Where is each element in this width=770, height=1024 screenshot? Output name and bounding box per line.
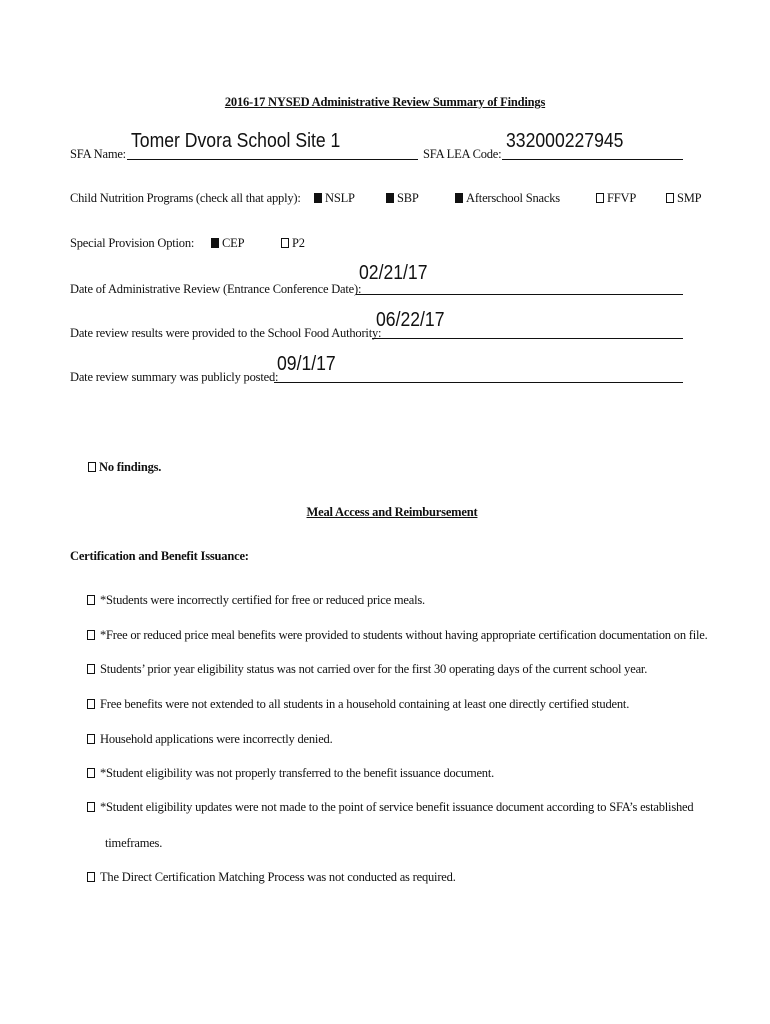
subsection-heading: Certification and Benefit Issuance: xyxy=(70,549,249,563)
posted-date-underline xyxy=(274,382,683,383)
finding-item[interactable]: Free benefits were not extended to all students in a household containing at least one directly certified student. xyxy=(87,697,629,712)
special-provision-option-cep[interactable]: CEP xyxy=(211,236,244,251)
checkbox-icon xyxy=(87,768,95,778)
review-date-field[interactable] xyxy=(359,262,437,285)
checkbox-icon xyxy=(88,462,96,472)
checkbox-checked-icon xyxy=(386,193,394,203)
provided-date-underline xyxy=(372,338,683,339)
finding-item[interactable]: *Student eligibility was not properly transferred to the benefit issuance document. xyxy=(87,766,494,781)
checkbox-checked-icon xyxy=(211,238,219,248)
sfa-lea-field[interactable] xyxy=(506,130,639,153)
finding-item[interactable]: *Students were incorrectly certified for free or reduced price meals. xyxy=(87,593,425,608)
program-option-ffvp[interactable]: FFVP xyxy=(596,191,636,206)
sfa-name-field[interactable] xyxy=(131,130,369,153)
program-option-nslp[interactable]: NSLP xyxy=(314,191,355,206)
sfa-name-label: SFA Name: xyxy=(70,147,126,161)
finding-item[interactable]: Students’ prior year eligibility status was not carried over for the first 30 operating days of the current school year. xyxy=(87,662,647,677)
checkbox-icon xyxy=(87,595,95,605)
program-option-afterschool-snacks[interactable]: Afterschool Snacks xyxy=(455,191,560,206)
checkbox-icon xyxy=(87,664,95,674)
sfa-lea-underline xyxy=(502,159,683,160)
checkbox-icon xyxy=(87,802,95,812)
provided-date-field[interactable] xyxy=(376,309,454,332)
programs-label: Child Nutrition Programs (check all that apply): xyxy=(70,191,301,205)
finding-item[interactable]: The Direct Certification Matching Process was not conducted as required. xyxy=(87,870,456,885)
review-date-label: Date of Administrative Review (Entrance Conference Date): xyxy=(70,282,362,296)
posted-date-value: 09/1/17 xyxy=(277,353,336,375)
posted-date-label: Date review summary was publicly posted: xyxy=(70,370,279,384)
review-date-value: 02/21/17 xyxy=(359,262,428,284)
section-heading: Meal Access and Reimbursement xyxy=(306,505,478,519)
provided-date-value: 06/22/17 xyxy=(376,309,445,331)
checkbox-icon xyxy=(87,872,95,882)
review-date-underline xyxy=(356,294,683,295)
sfa-name-underline xyxy=(127,159,418,160)
sfa-lea-label: SFA LEA Code: xyxy=(423,147,502,161)
posted-date-field[interactable] xyxy=(277,353,344,376)
finding-item-continuation: timeframes. xyxy=(105,836,163,850)
provided-date-label: Date review results were provided to the School Food Authority: xyxy=(70,326,382,340)
checkbox-icon xyxy=(596,193,604,203)
checkbox-checked-icon xyxy=(314,193,322,203)
special-provision-option-p2[interactable]: P2 xyxy=(281,236,305,251)
checkbox-icon xyxy=(666,193,674,203)
checkbox-icon xyxy=(281,238,289,248)
sfa-name-value: Tomer Dvora School Site 1 xyxy=(131,130,341,152)
sfa-lea-value: 332000227945 xyxy=(506,130,624,152)
finding-item[interactable]: *Free or reduced price meal benefits were provided to students without having appropriate certification documentation on file. xyxy=(87,628,708,643)
program-option-sbp[interactable]: SBP xyxy=(386,191,419,206)
special-provision-label: Special Provision Option: xyxy=(70,236,195,250)
checkbox-icon xyxy=(87,630,95,640)
checkbox-icon xyxy=(87,699,95,709)
page-title: 2016-17 NYSED Administrative Review Summary of Findings xyxy=(224,95,546,109)
checkbox-checked-icon xyxy=(455,193,463,203)
program-option-smp[interactable]: SMP xyxy=(666,191,701,206)
no-findings-option[interactable]: No findings. xyxy=(88,460,161,475)
finding-item[interactable]: *Student eligibility updates were not made to the point of service benefit issuance document according to SFA’s established xyxy=(87,800,693,815)
checkbox-icon xyxy=(87,734,95,744)
finding-item[interactable]: Household applications were incorrectly denied. xyxy=(87,732,333,747)
